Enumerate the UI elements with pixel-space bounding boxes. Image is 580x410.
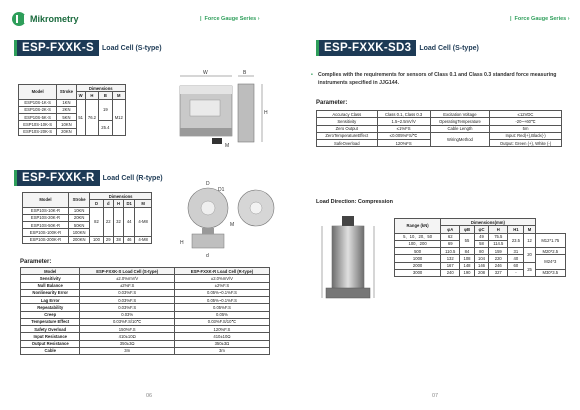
param-value: ±2.0%mV/V [174,275,269,282]
cell: 10KN [68,207,89,214]
param-value: ±2%F.S [174,282,269,289]
table-row [23,236,152,243]
param-label: Temperature Effect [21,318,80,325]
cell: 40 [508,255,524,262]
col-d1: D1 [124,200,135,207]
cell: ESP10S-10K-S [19,121,57,128]
col-model: Model [19,85,57,100]
sd3-model: ESP-FXXK-SD3 [316,40,416,56]
cell: 1KN [57,99,76,106]
cell: 246 [489,262,508,269]
cell: 10KN [57,121,76,128]
cell: 22 [103,207,113,236]
cell: 5KN [57,114,76,121]
table-row [317,125,562,132]
r-dim-h: H [180,240,184,246]
cell: 148 [460,262,474,269]
cell: 100 [90,236,103,243]
cell: 200KN [68,236,89,243]
r-type-drawing [178,178,278,258]
s-type-dimension-table [18,84,126,136]
logo-text: Mikrometry [30,14,79,24]
cell: WiringMethod [430,132,489,147]
cell: ESP10S-2K-S [19,106,57,113]
cell: 44 [124,207,135,236]
cell: 100、200 [395,240,441,247]
table-row [21,340,270,347]
cell: -20~+60℃ [490,118,562,125]
cell: Class 0.1, Class 0.3 [377,111,430,118]
r-dim-d: D [206,181,210,187]
r-type-model: ESP-FXXK-R [14,170,100,186]
cell: ESP10S-10K-R [23,207,69,214]
cell: Cable Length [430,125,489,132]
cell: 46 [124,236,135,243]
col-h: H [85,92,98,99]
table-row [21,326,270,333]
page-number-right: 07 [432,393,439,399]
param-col-s: ESP-FXXK-S Load Cell (S-type) [80,268,174,275]
col-h: H [113,200,123,207]
cell: 1.5~2.5mV/V [377,118,430,125]
cell: 50KN [68,222,89,229]
cell: ESP10S-20K-R [23,214,69,221]
param-value: 0.05%~0.1%F.S [174,289,269,296]
cell: 167 [441,262,460,269]
dim-body [395,233,566,277]
cell: 75.5 [489,233,508,240]
col-stroke: Stroke [57,85,76,100]
col-stroke: Stroke [68,193,89,208]
cell: 5m [490,125,562,132]
col-d-small: d [103,200,113,207]
param-value: 0.03%F.S [80,289,174,296]
series-tag-text: Force Gauge Series [204,16,257,22]
s-dim-m: M [225,143,230,148]
col-phi-b: φB [460,226,474,233]
col-dimensions: Dimensions [90,193,152,200]
cell: ESP10S-50K-R [23,222,69,229]
r-dim-d-small: d [206,253,209,258]
cell: 80 [474,248,488,255]
cell: 190 [460,269,474,276]
col-w: W [76,92,85,99]
cell: 58 [474,240,488,247]
cell: 220 [489,255,508,262]
cell: 25 [524,262,535,277]
cell: 29 [103,236,113,243]
cell: 49 [474,233,488,240]
cell: 240 [441,269,460,276]
param-value: 410±10Ω [80,333,174,340]
cell: 25.4 [99,121,112,136]
col-d: D [90,200,103,207]
param-col-r: ESP-FXXK-R Load Cell (R-type) [174,268,269,275]
table-row [21,311,270,318]
series-tag: | Force Gauge Series › [200,16,260,22]
param-value: 0.05%~0.1%F.S [174,297,269,304]
cell: M24*3 [535,255,565,270]
param-value: 410±10Ω [174,333,269,340]
left-param-body [21,275,270,355]
left-parameter-table [20,267,270,355]
cell: 55 [460,233,474,248]
cell: 82 [90,207,103,236]
col-m: M [524,226,535,233]
cell: 23.5 [508,233,524,248]
table-row [395,248,566,255]
param-value: 3m [80,347,174,354]
s-dim-w: W [203,70,208,76]
col-m: M [112,92,125,99]
r-dim-m: M [230,222,235,228]
cell: 32 [113,207,123,236]
param-value: 0.05%F.S [174,304,269,311]
mikrometry-logo-icon [12,12,26,26]
param-value: 350±3Ω [174,340,269,347]
cell: 20 [524,248,535,263]
cell: 104 [474,255,488,262]
right-parameter-table [316,110,562,147]
param-label: Input Resistance [21,333,80,340]
table-row [21,297,270,304]
cell: ≤12VDC [490,111,562,118]
param-value: 0.03% [80,311,174,318]
cell: SafeOverload [317,140,378,147]
cell: 4-M8 [135,236,152,243]
cell: Input: Red(+),Black(-) [490,132,562,139]
cell: 4-M8 [135,207,152,236]
param-value: 0.03%F.S/10℃ [174,318,269,325]
cell: 62 [441,233,460,240]
cell: ESP10S-5K-S [19,114,57,121]
table-row [395,255,566,262]
cell: 110.5 [441,248,460,255]
cell: ≤0.005%FS/℃ [377,132,430,139]
param-label: Nonlinearity Error [21,289,80,296]
brand-logo [12,12,79,26]
param-label: Sensitivity [21,275,80,282]
cell: ESP10S-200K-R [23,236,69,243]
cell: 5、10、20、50 [395,233,441,240]
cell: 3000 [395,269,441,276]
table-row [317,132,562,139]
cell: 19 [99,99,112,121]
sd3-subtitle: Load Cell (S-type) [419,44,479,52]
r-type-dimension-table [22,192,152,244]
load-direction: Load Direction: Compression [316,199,394,205]
cell: 69 [441,240,460,247]
sd3-banner [316,40,479,56]
param-value: 0.03%F.S [80,297,174,304]
cell: ESP10S-100K-R [23,229,69,236]
cell: 114.5 [489,240,508,247]
s-dim-b: B [243,70,247,76]
table-row [21,282,270,289]
table-row [395,269,566,276]
table-row [19,121,126,128]
param-label: Safety Overload [21,326,80,333]
param-label: Lag Error [21,297,80,304]
left-parameter-title: Parameter: [20,259,52,265]
param-value: 150%F.S [80,326,174,333]
cell: 159 [489,248,508,255]
cell: ESP10S-20K-S [19,128,57,135]
param-value: ±2%F.S [80,282,174,289]
param-value: 350±3Ω [80,340,174,347]
cell: 12 [524,233,535,248]
cell: 84 [460,248,474,255]
cell: 20KN [68,214,89,221]
cell: 2000 [395,262,441,269]
cell: 31 [508,248,524,255]
col-model: Model [23,193,69,208]
series-tag-right-text: Force Gauge Series [514,16,567,22]
param-col-model: Model [21,268,80,275]
col-m: M [135,200,152,207]
right-parameter-title: Parameter: [316,100,348,106]
cell: 327 [489,269,508,276]
cell: 500 [395,248,441,255]
cell: M12 [112,99,125,135]
cell: 100KN [68,229,89,236]
table-row [317,118,562,125]
r-type-subtitle: Load Cell (R-type) [102,174,163,182]
table-row [317,111,562,118]
table-row [21,318,270,325]
col-b: B [99,92,112,99]
col-h: H [489,226,508,233]
table-row [395,233,566,240]
table-row [21,275,270,282]
cell: 38 [113,236,123,243]
series-tag-right: | Force Gauge Series › [510,16,570,22]
param-value: 120%F.S [174,326,269,333]
param-value: ±2.0%mV/V [80,275,174,282]
cell: Zero Output [317,125,378,132]
cell: 76.2 [85,99,98,135]
sd3-dimension-table [394,218,566,277]
param-value: 3m [174,347,269,354]
cell: 132 [441,255,460,262]
cell: M20*2.5 [535,248,565,255]
cell: 108 [460,255,474,262]
s-type-banner [14,40,162,56]
cell: Sensitivity [317,118,378,125]
table-row [21,333,270,340]
table-row [21,304,270,311]
s-type-subtitle: Load Cell (S-type) [102,44,162,52]
table-row [23,207,152,214]
s-dim-h: H [264,110,268,116]
param-value: 0.05% [174,311,269,318]
s-type-model: ESP-FXXK-S [14,40,99,56]
r-type-banner [14,170,163,186]
param-value: 0.03%F.S/10℃ [80,318,174,325]
cell: 20KN [57,128,76,135]
cell: M12*1.75 [535,233,565,248]
table-row [19,99,126,106]
cell: 120%FS [377,140,430,147]
right-page [290,0,580,410]
s-type-drawing [172,66,272,148]
compliance-bullet: • Complies with the requirements for sensors of Class 0.1 and Class 0.3 standard force measuring instruments specified in JJG144. [318,72,558,88]
r-dim-d1: D1 [218,187,225,193]
cell: 208 [474,269,488,276]
cell: OperatingTemperature [430,118,489,125]
col-phi-c: φC [474,226,488,233]
cell: Excitation Voltage [430,111,489,118]
cell: M30*3.5 [535,269,565,276]
col-dimensions: Dimensions(mm) [441,219,535,226]
param-label: Null Balance [21,282,80,289]
param-value: 0.03%F.S [80,304,174,311]
table-row [21,347,270,354]
param-label: Repeatability [21,304,80,311]
col-dimensions: Dimensions [76,85,125,92]
param-label: Output Resistance [21,340,80,347]
col-h1: H1 [508,226,524,233]
param-label: Cable [21,347,80,354]
cell: ZeroTemperatureEffect [317,132,378,139]
cell: 1000 [395,255,441,262]
cell: Accuracy Class [317,111,378,118]
sd3-drawing [318,214,390,304]
col-phi-a: φA [441,226,460,233]
page-number-left: 06 [146,393,153,399]
cell: 51 [76,99,85,135]
cell: ≤1%FS [377,125,430,132]
table-row [21,289,270,296]
cell: 60 [508,262,524,269]
cell: ESP10S-1K-S [19,99,57,106]
cell: - [508,269,524,276]
param-label: Creep [21,311,80,318]
col-range: Range (kN) [395,219,441,234]
cell: 146 [474,262,488,269]
cell: 2KN [57,106,76,113]
cell: Output: Green (+), White (-) [490,140,562,147]
